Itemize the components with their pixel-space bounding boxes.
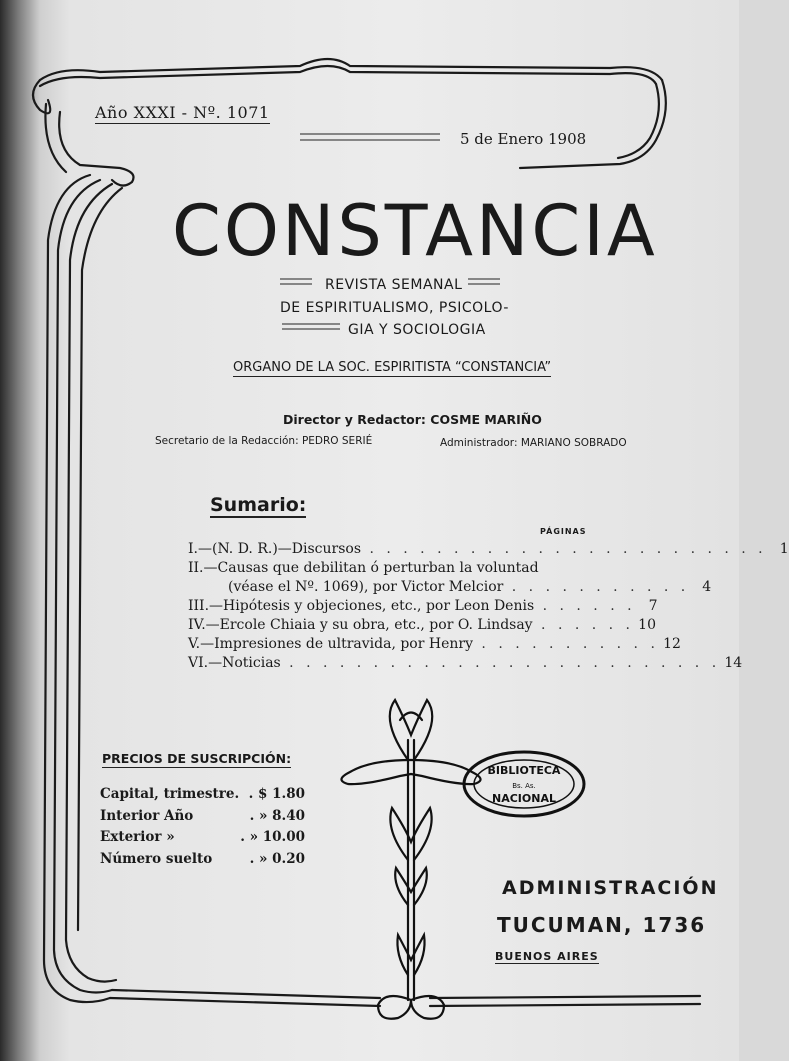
price-label: Exterior » <box>100 829 175 845</box>
administracion-city: BUENOS AIRES <box>495 950 599 963</box>
price-label: Interior Año <box>100 807 194 824</box>
secretario-line: Secretario de la Redacción: PEDRO SERIÉ <box>155 435 373 447</box>
toc-entry-text: VI.—Noticias <box>188 655 281 671</box>
leader-dots: . . . . . . . . . . . <box>503 579 690 595</box>
toc-entry-page: 1 <box>779 541 789 557</box>
price-value: . » 10.00 <box>240 829 305 845</box>
price-value: . $ 1.80 <box>248 786 305 802</box>
subtitle-line-2: DE ESPIRITUALISMO, PSICOLO- <box>280 300 509 316</box>
list-item <box>188 540 789 559</box>
list-item <box>100 784 305 806</box>
toc-entry-page: 12 <box>663 636 681 652</box>
administracion-address: TUCUMAN, 1736 <box>497 913 707 937</box>
toc-entry-page: 4 <box>702 579 712 595</box>
list-item <box>100 849 305 871</box>
issue-number: Año XXXI - Nº. 1071 <box>95 103 270 122</box>
library-stamp <box>462 750 586 818</box>
stamp-middle-text: Bs. As. <box>512 782 536 790</box>
administracion-heading: ADMINISTRACIÓN <box>502 877 719 899</box>
toc-entry-text: I.—(N. D. R.)—Discursos <box>188 541 362 557</box>
precios-heading: PRECIOS DE SUSCRIPCIÓN: <box>102 751 292 766</box>
table-of-contents <box>188 540 789 673</box>
toc-entry-page <box>558 559 580 578</box>
leader-dots: . . . . . . . . . . . . . . . . . . . . . . . . <box>361 541 767 557</box>
subtitle-line-3: GIA Y SOCIOLOGIA <box>348 322 486 338</box>
price-value: . » 8.40 <box>249 807 305 824</box>
list-item <box>188 616 656 635</box>
price-value: . » 0.20 <box>249 850 305 867</box>
organo-line: ORGANO DE LA SOC. ESPIRITISTA “CONSTANCIA” <box>233 360 552 375</box>
toc-entry-text: III.—Hipótesis y objeciones, etc., por Leon Denis <box>188 598 535 614</box>
toc-entry-page: 10 <box>638 617 656 633</box>
sumario-heading: Sumario: <box>210 494 307 516</box>
stamp-bottom-text: NACIONAL <box>492 792 556 805</box>
toc-entry-text: IV.—Ercole Chiaia y su obra, etc., por O. Lindsay <box>188 617 533 633</box>
toc-entry-page: 14 <box>724 655 743 671</box>
toc-entry-text: (véase el Nº. 1069), por Victor Melcior <box>228 579 504 595</box>
list-item <box>100 806 305 828</box>
leader-dots: . . . . . . <box>532 617 634 633</box>
list-item <box>188 578 712 597</box>
administrador-line: Administrador: MARIANO SOBRADO <box>440 437 627 449</box>
leader-dots: . . . . . . . . . . . . . . . . . . . . . . . . . . <box>280 655 721 671</box>
stamp-top-text: BIBLIOTECA <box>487 764 561 777</box>
paginas-label: PÁGINAS <box>540 527 587 536</box>
list-item <box>188 559 580 578</box>
subtitle-line-1: REVISTA SEMANAL <box>325 277 463 293</box>
toc-entry-page: 7 <box>648 598 658 614</box>
list-item <box>188 597 658 616</box>
leader-dots: . . . . . . <box>534 598 636 614</box>
list-item <box>188 635 681 654</box>
price-label: Capital, trimestre. <box>100 786 240 802</box>
toc-entry-text: II.—Causas que debilitan ó perturban la voluntad <box>188 560 539 576</box>
issue-date: 5 de Enero 1908 <box>460 130 587 148</box>
price-label: Número suelto <box>100 850 213 867</box>
toc-entry-text: V.—Impresiones de ultravida, por Henry <box>188 636 473 652</box>
magazine-title: CONSTANCIA <box>172 190 658 272</box>
director-line: Director y Redactor: COSME MARIÑO <box>283 412 542 427</box>
price-list <box>100 784 305 870</box>
list-item <box>188 654 743 673</box>
list-item <box>100 827 305 849</box>
leader-dots: . . . . . . . . . . . <box>472 636 659 652</box>
